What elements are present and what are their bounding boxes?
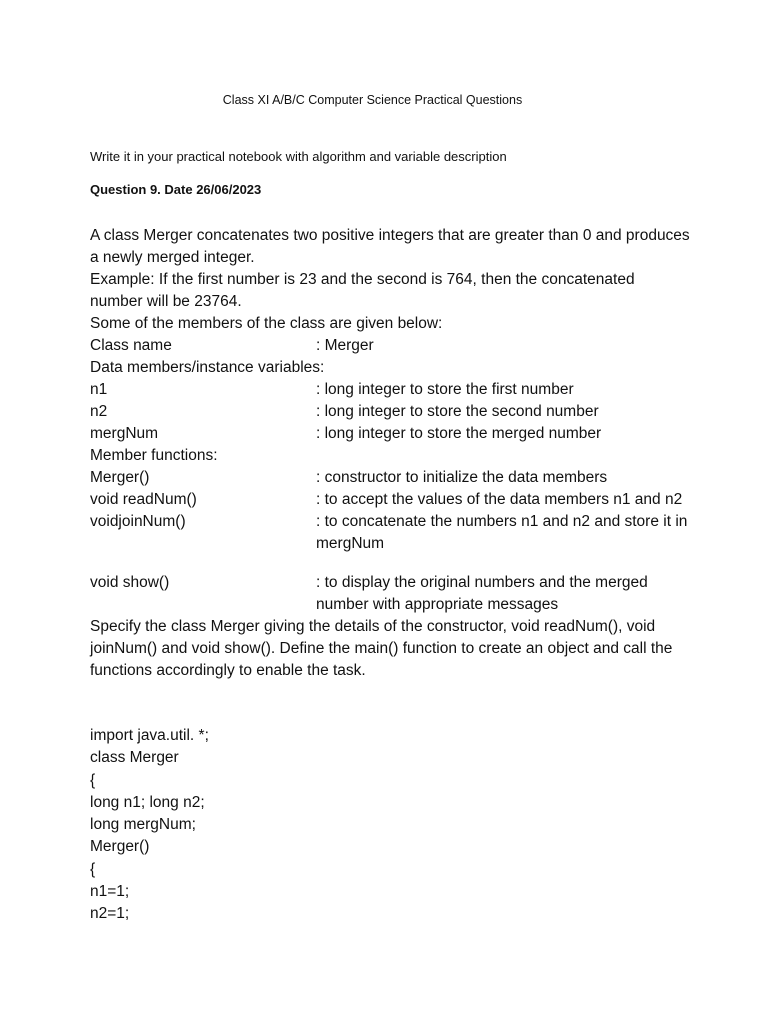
data-member-row bbox=[90, 423, 690, 445]
class-name-row bbox=[90, 335, 690, 357]
code-line: { bbox=[90, 860, 96, 878]
intro-paragraph-3: Some of the members of the class are given below: bbox=[90, 315, 443, 332]
data-member-name: n1 bbox=[90, 381, 108, 398]
data-members-heading: Data members/instance variables: bbox=[90, 359, 325, 376]
member-function-name: void readNum() bbox=[90, 491, 197, 508]
intro-paragraph-2: Example: If the first number is 23 and the second is 764, then the concatenated number will be 23764. bbox=[90, 271, 635, 310]
member-function-desc: : to display the original numbers and the merged number with appropriate messages bbox=[316, 574, 648, 613]
member-function-row bbox=[90, 511, 690, 555]
data-member-row bbox=[90, 401, 690, 423]
code-line: { bbox=[90, 771, 96, 789]
code-line: class Merger bbox=[90, 749, 179, 767]
member-function-name: void show() bbox=[90, 574, 170, 591]
member-function-row bbox=[90, 489, 690, 511]
question-body bbox=[90, 225, 690, 682]
member-function-name: voidjoinNum() bbox=[90, 513, 186, 530]
class-name-label: Class name bbox=[90, 337, 172, 354]
member-function-row bbox=[90, 572, 690, 616]
code-line: n2=1; bbox=[90, 905, 130, 923]
data-member-row bbox=[90, 379, 690, 401]
question-heading: Question 9. Date 26/06/2023 bbox=[90, 182, 262, 197]
page-title: Class XI A/B/C Computer Science Practical Questions bbox=[222, 93, 523, 107]
code-listing bbox=[90, 725, 209, 926]
data-member-desc: : long integer to store the merged number bbox=[316, 425, 602, 442]
code-line: import java.util. *; bbox=[90, 727, 209, 744]
closing-paragraph: Specify the class Merger giving the details of the constructor, void readNum(), void joinNum() and void show(). Define the main() function to create an object and call the functions accordingly to enable the task. bbox=[90, 618, 673, 679]
member-functions-heading: Member functions: bbox=[90, 447, 218, 464]
data-member-name: n2 bbox=[90, 403, 108, 420]
instruction-text: Write it in your practical notebook with algorithm and variable description bbox=[90, 149, 507, 164]
spacer bbox=[90, 555, 690, 572]
member-function-row bbox=[90, 467, 690, 489]
member-function-desc: : constructor to initialize the data members bbox=[316, 469, 608, 486]
data-member-desc: : long integer to store the first number bbox=[316, 381, 574, 398]
code-line: Merger() bbox=[90, 838, 150, 856]
code-line: long n1; long n2; bbox=[90, 793, 205, 811]
code-line: long mergNum; bbox=[90, 816, 196, 834]
member-function-name: Merger() bbox=[90, 469, 150, 486]
code-line: n1=1; bbox=[90, 883, 130, 901]
member-function-desc: : to accept the values of the data members n1 and n2 bbox=[316, 491, 683, 508]
intro-paragraph-1: A class Merger concatenates two positive integers that are greater than 0 and produces a newly merged integer. bbox=[90, 227, 690, 266]
data-member-name: mergNum bbox=[90, 425, 159, 442]
member-function-desc: : to concatenate the numbers n1 and n2 and store it in mergNum bbox=[316, 513, 688, 552]
data-member-desc: : long integer to store the second number bbox=[316, 403, 599, 420]
class-name-value: : Merger bbox=[316, 337, 374, 354]
